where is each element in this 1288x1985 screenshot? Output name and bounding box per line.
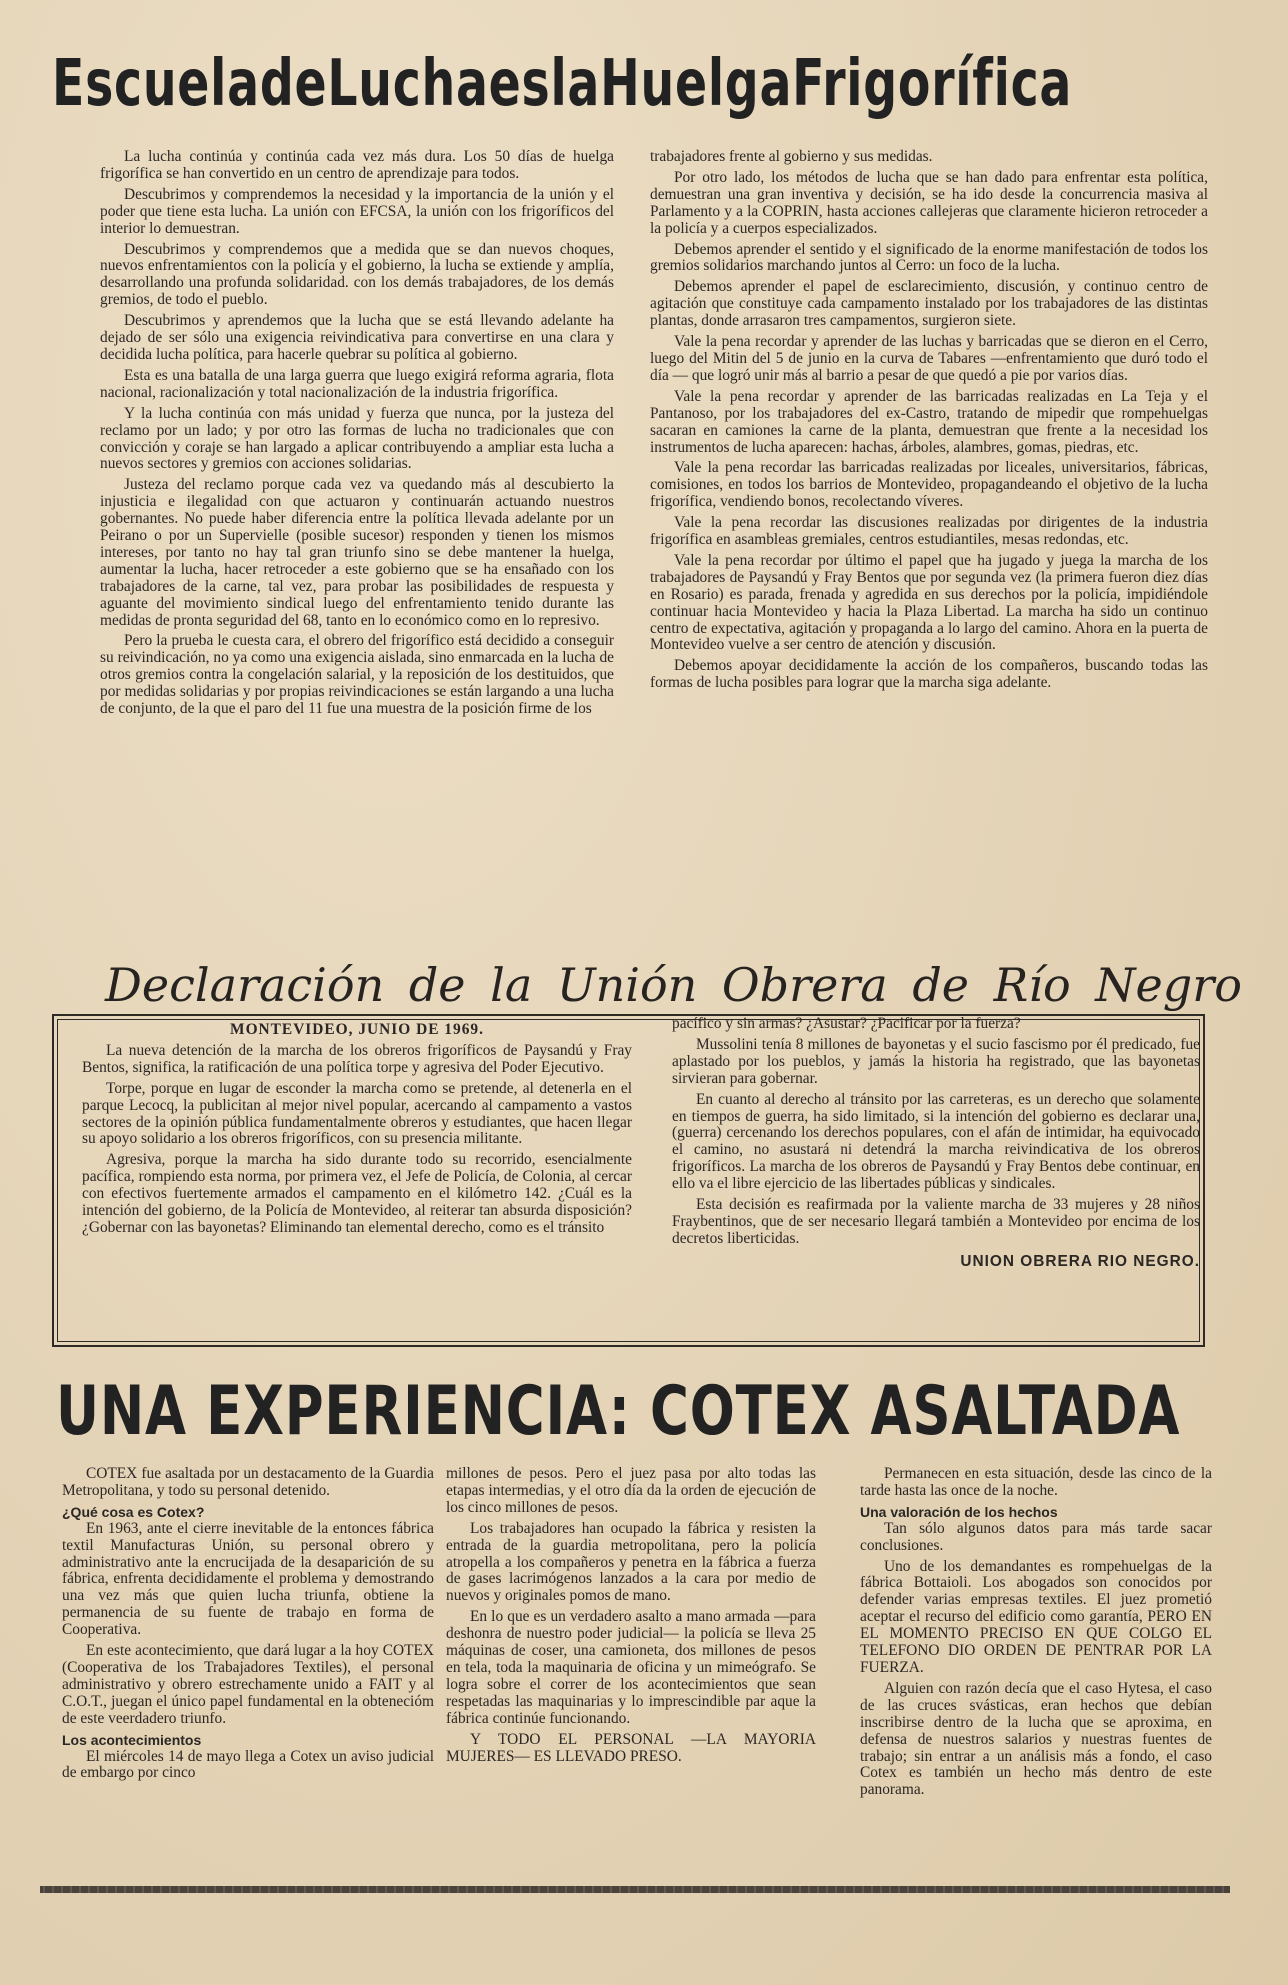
paragraph: Vale la pena recordar por último el papel que ha jugado y juega la marcha de los trabajadores de Paysandú y Fray Bentos que por segunda vez (la primera fueron diez días en Rosario) es parada, frenada y agredida en sus derechos por la policía, impidiéndole continuar hacia Montevideo y hacia la Plaza Libertad. La marcha ha sido un continuo centro de expectativa, agitación y propaganda a lo largo del camino. Ahora en la puerta de Montevideo vuelve a ser centro de atención y discusión. (650, 551, 1208, 654)
headline-cotex: UNA EXPERIENCIA: COTEX ASALTADA (56, 1372, 1181, 1451)
headline-word: es (488, 47, 551, 121)
paragraph: Mussolini tenía 8 millones de bayonetas y el sucio fascismo por él predicado, fue aplastado por los pueblos, y jamás la historia ha registrado, que las bayonetas sirvieran para gobernar. (672, 1035, 1200, 1087)
paragraph: Vale la pena recordar las discusiones realizadas por dirigentes de la industria frigorífica en asambleas gremiales, centros estudiantiles, mesas redondas, etc. (650, 514, 1208, 549)
paragraph: Y la lucha continúa con más unidad y fuerza que nunca, por la justeza del reclamo por un lado; y por otro las formas de lucha no tradicionales que con convicción y coraje se han largado a aplicar contribuyendo a ampliar esta lucha a nuevos sectores y gremios con acciones solidarias. (100, 404, 614, 473)
paragraph: Permanecen en esta situación, desde las cinco de la tarde hasta las once de la noche. (860, 1465, 1212, 1499)
article1-column-1 (100, 149, 614, 722)
subheading: Una valoración de los hechos (860, 1503, 1058, 1520)
paragraph: millones de pesos. Pero el juez pasa por alto todas las etapas intermedias, y el otro día da la orden de ejecución de los cinco millones de pesos. (446, 1465, 816, 1516)
paragraph: Esta decisión es reafirmada por la valiente marcha de 33 mujeres y 28 niños Fraybentinos, que de ser necesario llegará también a Montevideo por encima de los decretos liberticidas. (672, 1196, 1200, 1247)
cotex-column-1 (62, 1466, 434, 1786)
declaration-column-2 (672, 1016, 1200, 1275)
paragraph: Y TODO EL PERSONAL —LA MAYORIA MUJERES— ES LLEVADO PRESO. (446, 1730, 816, 1765)
article1-column-2 (650, 149, 1208, 696)
paragraph: Descubrimos y comprendemos la necesidad y la importancia de la unión y el poder que tiene esta lucha. La unión con EFCSA, la unión con los frigoríficos del interior lo demuestran. (100, 185, 614, 237)
paragraph: Agresiva, porque la marcha ha sido durante todo su recorrido, esencialmente pacífica, rompiendo esta norma, por primera vez, el Jefe de Policía, de Colonia, al cercar con efectivos fuertemente armados el campamento en el kilómetro 142. ¿Cuál es la intención del gobierno, de la Policía de Montevideo, al reiterar tan absurda disposición? ¿Gobernar con las bayonetas? Eliminando tan elemental derecho, como es el tránsito (82, 1151, 632, 1236)
paragraph: trabajadores frente al gobierno y sus medidas. (650, 148, 933, 165)
headline-word: la (550, 47, 601, 121)
paragraph: Esta es una batalla de una larga guerra que luego exigirá reforma agraria, flota nacional, racionalización y total nacionalización de la industria frigorífica. (100, 366, 614, 401)
paragraph: Uno de los demandantes es rompehuelgas de la fábrica Bottaioli. Los abogados son conocidos por defender varias empresas textiles. El juez prometió aceptar el recurso del edificio como garantía, PERO EN EL MOMENTO PRECISO EN QUE COLGO EL TELEFONO DIO ORDEN DE PENTRAR POR LA FUERZA. (860, 1557, 1212, 1676)
paragraph: Debemos apoyar decididamente la acción de los compañeros, buscando todas las formas de lucha posibles para lograr que la marcha siga adelante. (650, 657, 1208, 692)
paragraph: Vale la pena recordar y aprender de las barricadas realizadas en La Teja y el Pantanoso, por los trabajadores del ex-Castro, tratando de mipedir que rompehuelgas sacaran en camiones la carne de la planta, demuestran que frente a la necesidad los instrumentos de lucha aparecen: hachas, árboles, alambres, gomas, piedras, etc. (650, 387, 1208, 456)
paragraph: En 1963, ante el cierre inevitable de la entonces fábrica textil Manufacturas Unión, su personal obrero y administrativo ante la encrucijada de la desaparición de su fábrica, enfrenta decididamente el problema y demostrando una vez más que quien lucha triunfa, obtiene la permanencia de su fuente de trabajo en forma de Cooperativa. (62, 1519, 434, 1639)
paragraph: Justeza del reclamo porque cada vez va quedando más al descubierto la injusticia e ilegalidad con que actuaron y continuarán actuando nuestros gobernantes. No puede haber diferencia entre la política llevada adelante por un Peirano o por un Supervielle (posible sucesor) responden y tienen los mismos intereses, por tanto no hay tal gran triunfo sino se debe mantener la huelga, aumentar la lucha, hacer retroceder a este gobierno que se ha ensañado con los trabajadores de la carne, tal vez, para probar las posibilidades de respuesta y aguante del movimiento sindical luego del enfrentamiento tenido durante las medidas de pronta seguridad del 68, tanto en lo económico como en lo represivo. (100, 476, 614, 629)
paragraph: En lo que es un verdadero asalto a mano armada —para deshonra de nuestro poder judicial— la policía se lleva 25 máquinas de coser, una camioneta, dos millones de pesos en tela, toda la maquinaria de oficina y un mimeógrafo. Se logra sobre el correr de los acontecimientos que sean respetadas las maquinarias y lo imprescindible par aque la fábrica continúe funcionando. (446, 1608, 816, 1727)
paragraph: En este acontecimiento, que dará lugar a la hoy COTEX (Cooperativa de los Trabajadores Textiles), el personal administrativo y obrero estrechamente unido a FAIT y al C.O.T., juegan el único papel fundamental en la obtenecióm de este veerdadero triunfo. (62, 1642, 434, 1727)
paragraph: Descubrimos y comprendemos que a medida que se dan nuevos choques, nuevos enfrentamientos con la policía y el gobierno, la lucha se extiende y amplía, desarrollando una profunda solidaridad. con los demás trabajadores, de los demás gremios, de todo el pueblo. (100, 240, 614, 309)
paragraph: Pero la prueba le cuesta cara, el obrero del frigorífico está decidido a conseguir su reivindicación, no ya como una exigencia aislada, sino enmarcada en la lucha de otros gremios contra la congelación salarial, y la reposición de los destituidos, que por medidas solidarias y por propias reivindicaciones se están largando a una lucha de conjunto, de la que el paro del 11 fue una muestra de la posición firme de los (100, 632, 614, 718)
cotex-column-2 (446, 1466, 816, 1769)
subheading: ¿Qué cosa es Cotex? (62, 1503, 205, 1520)
headline-word: Escuela (52, 47, 260, 121)
declaration-column-1 (82, 1022, 632, 1241)
paragraph: Vale la pena recordar las barricadas realizadas por liceales, universitarios, fábricas, comisiones, en todos los barrios de Montevideo, propagandeando el objetivo de la lucha frigorífica, vendiendo bonos, recolectando víveres. (650, 459, 1208, 511)
paragraph: El miércoles 14 de mayo llega a Cotex un aviso judicial de embargo por cinco (62, 1747, 434, 1782)
paragraph: Debemos aprender el papel de esclarecimiento, discusión, y continuo centro de agitación que constituye cada campamento instalado por los trabajadores de las distintas plantas, donde arrasaron tres campamentos, surgieron siete. (650, 278, 1208, 330)
headline-word: de (259, 47, 328, 121)
signature: UNION OBRERA RIO NEGRO. (960, 1252, 1200, 1270)
paragraph: En cuanto al derecho al tránsito por las carreteras, es un derecho que solamente en tiempos de guerra, ha sido limitado, si la intención del gobierno es declarar una, (guerra) cercenando los derechos populares, con el afán de intimidar, ha equivocado el camino, no asustará ni detendrá la marcha reivindicativa de los obreros frigoríficos. La marcha de los obreros de Paysandú y Fray Bentos debe continuar, en ello va el libre ejercicio de las libertades públicas y sindicales. (672, 1090, 1200, 1193)
paragraph: Torpe, porque en lugar de esconder la marcha como se pretende, al detenerla en el parque Lecocq, la publicitan al mejor nivel popular, acercando al campamento a vastos sectores de la opinión pública fundamentalmente obreros y estudiantes, que hacen llegar su apoyo solidario a los obreros frigoríficos, con su presencia militante. (82, 1079, 632, 1148)
subheading: Los acontecimientos (62, 1731, 202, 1748)
headline-word: Huelga (600, 47, 793, 121)
paragraph: pacífico y sin armas? ¿Asustar? ¿Pacificar por la fuerza? (672, 1015, 1021, 1032)
paragraph: La lucha continúa y continúa cada vez más dura. Los 50 días de huelga frigorífica se han convertido en un centro de aprendizaje para todos. (100, 148, 614, 182)
paragraph: Descubrimos y aprendemos que la lucha que se está llevando adelante ha dejado de ser sólo una exigencia reivindicativa para convertirse en una clara y decidida lucha política, para hacerle quebrar su política al gobierno. (100, 312, 614, 363)
dateline: MONTEVIDEO, JUNIO DE 1969. (230, 1021, 484, 1038)
cotex-column-3 (860, 1466, 1212, 1803)
paragraph: La nueva detención de la marcha de los obreros frigoríficos de Paysandú y Fray Bentos, significa, la ratificación de una política torpe y agresiva del Poder Ejecutivo. (82, 1041, 632, 1076)
paragraph: COTEX fue asaltada por un destacamento de la Guardia Metropolitana, y todo su personal detenido. (62, 1465, 434, 1499)
headline-word: Frigorífica (792, 47, 1073, 121)
paragraph: Por otro lado, los métodos de lucha que se han dado para enfrentar esta política, demuestran una gran inventiva y decisión, se ha ido desde la concurrencia masiva al Parlamento y a la COPRIN, hasta acciones callejeras que claramente hicieron retroceder a la policía y a cuerpos especializados. (650, 168, 1208, 237)
paragraph: Los trabajadores han ocupado la fábrica y resisten la entrada de la guardia metropolitana, pero la policía atropella a los compañeros y penetra en la fábrica a fuerza de gases lacrimógenos lanzados a la cara por medio de nuevos y originales pomos de mano. (446, 1519, 816, 1605)
paragraph: Alguien con razón decía que el caso Hytesa, el caso de las cruces svásticas, eran hechos que debían inscribirse dentro de la lucha que se aproxima, en defensa de nuestros salarios y nuestras fuentes de trabajo; sin entrar a un análisis más a fondo, el caso Cotex es también un hecho más dentro de este panorama. (860, 1679, 1212, 1799)
bottom-rule (40, 1886, 1230, 1893)
headline-frigorifica (52, 44, 1073, 124)
headline-declaracion: Declaración de la Unión Obrera de Río Negro (105, 958, 1242, 1012)
paragraph: Debemos aprender el sentido y el significado de la enorme manifestación de todos los gremios solidarios marchando juntos al Cerro: un foco de la lucha. (650, 240, 1208, 275)
headline-word: Lucha (327, 47, 489, 121)
paragraph: Tan sólo algunos datos para más tarde sacar conclusiones. (860, 1519, 1212, 1554)
paragraph: Vale la pena recordar y aprender de las luchas y barricadas que se dieron en el Cerro, luego del Mitin del 5 de junio en la curva de Tabares —enfrentamiento que duró todo el día — que logró unir más al barrio a pesar de que quedó a pie por varios días. (650, 333, 1208, 384)
